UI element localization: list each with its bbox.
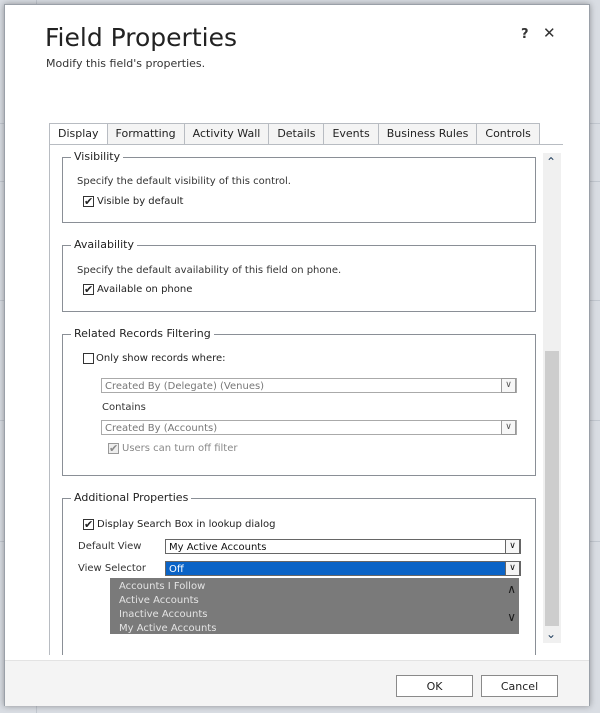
tab-activity-wall[interactable]: Activity Wall [184,123,270,144]
filter-value-select[interactable] [101,420,517,435]
additional-title: Additional Properties [71,491,191,504]
related-records-filtering-section [62,327,536,476]
visible-by-default-checkbox[interactable]: ✔ [84,195,94,208]
tab-content-display [49,145,564,655]
visible-by-default-label: Visible by default [97,196,184,207]
tab-formatting[interactable]: Formatting [107,123,185,144]
visibility-section [62,150,536,223]
scroll-up-icon[interactable]: ⌃ [546,155,557,169]
default-view-label: Default View [78,541,142,552]
list-item[interactable]: Inactive Accounts [119,609,208,620]
only-show-records-label: Only show records where: [96,353,226,364]
filter-field-select[interactable] [101,378,517,393]
list-item[interactable]: Accounts I Follow [119,581,206,592]
filter-field-value: Created By (Delegate) (Venues) [105,381,265,392]
view-selector-value: Off [169,564,184,575]
chevron-down-icon[interactable]: ∨ [501,420,516,435]
close-icon[interactable]: ✕ [543,24,556,42]
filter-value-value: Created By (Accounts) [105,423,218,434]
available-on-phone-label: Available on phone [97,284,193,295]
view-selector-select[interactable] [165,561,521,576]
views-listbox[interactable] [110,578,519,634]
default-view-value: My Active Accounts [169,542,267,553]
operator-label: Contains [102,402,146,413]
chevron-down-icon[interactable]: ∨ [507,610,516,624]
tab-details[interactable]: Details [268,123,324,144]
ok-button[interactable]: OK [396,675,473,697]
availability-title: Availability [71,238,137,251]
visibility-description: Specify the default visibility of this control. [77,176,291,187]
chevron-up-icon[interactable]: ∧ [507,582,516,596]
users-can-turn-off-filter-label: Users can turn off filter [122,443,238,454]
scroll-down-icon[interactable]: ⌄ [546,627,557,641]
help-icon[interactable]: ? [521,27,529,42]
default-view-select[interactable] [165,539,521,554]
tab-display[interactable]: Display [49,123,108,145]
display-search-box-label: Display Search Box in lookup dialog [97,519,276,530]
cancel-button[interactable]: Cancel [481,675,558,697]
available-on-phone-checkbox[interactable]: ✔ [84,283,94,296]
chevron-down-icon[interactable]: ∨ [505,539,520,554]
chevron-down-icon[interactable]: ∨ [505,561,520,576]
availability-description: Specify the default availability of this field on phone. [77,265,342,276]
only-show-records-checkbox[interactable] [83,353,94,364]
display-search-box-checkbox[interactable]: ✔ [84,518,94,531]
list-item[interactable]: Active Accounts [119,595,199,606]
dialog-footer [5,660,589,706]
tab-controls[interactable]: Controls [476,123,540,144]
additional-properties-section [62,491,536,655]
scrollbar-thumb[interactable] [545,351,559,626]
content-scrollbar[interactable] [543,153,561,643]
visibility-title: Visibility [71,150,123,163]
dialog-subtitle: Modify this field's properties. [46,57,206,70]
tab-business-rules[interactable]: Business Rules [378,123,478,144]
view-selector-label: View Selector [78,563,146,574]
filtering-title: Related Records Filtering [71,327,214,340]
field-properties-dialog [4,4,590,706]
availability-section [62,238,536,312]
tab-bar [49,123,539,144]
chevron-down-icon[interactable]: ∨ [501,378,516,393]
list-item[interactable]: My Active Accounts [119,623,217,634]
tab-events[interactable]: Events [323,123,378,144]
users-can-turn-off-filter-checkbox[interactable]: ✔ [109,442,119,455]
dialog-title: Field Properties [45,23,237,52]
